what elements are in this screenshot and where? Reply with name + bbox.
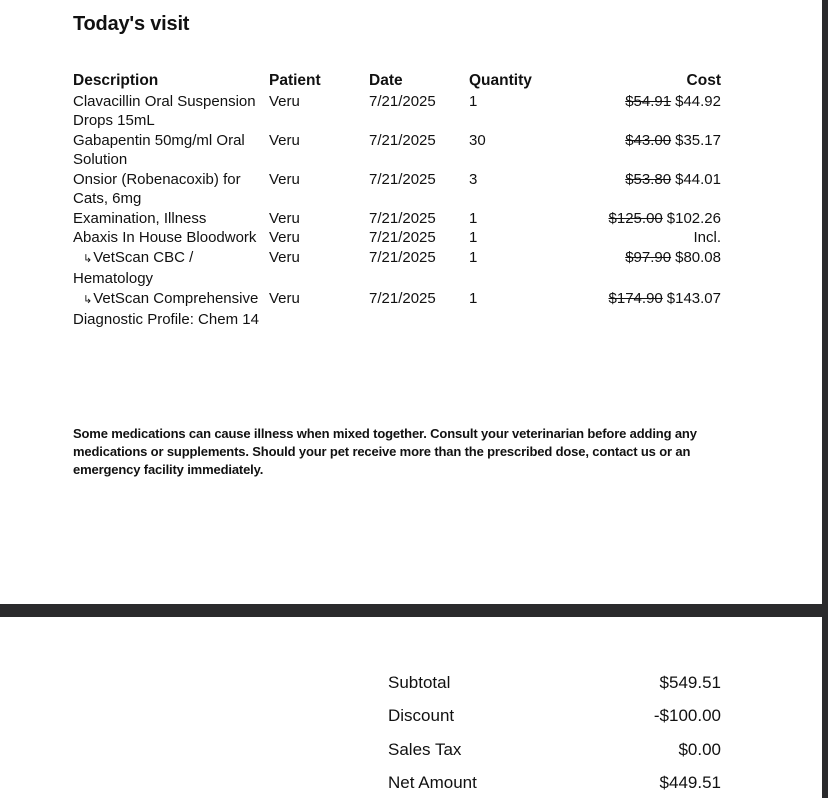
item-patient: Veru	[269, 289, 369, 330]
item-quantity: 1	[469, 228, 549, 248]
item-original-cost: $174.90	[609, 290, 663, 307]
medication-warning: Some medications can cause illness when mixed together. Consult your veterinarian before adding any medications or supplements. Should your pet receive more than the prescribed dose, contact us or an emergency facility immediately.	[73, 425, 733, 479]
item-cost	[549, 170, 721, 209]
table-row	[73, 248, 721, 289]
totals-row-net-amount	[388, 767, 721, 800]
item-cost	[549, 209, 721, 229]
item-cost	[549, 92, 721, 131]
sub-item-label: VetScan CBC / Hematology	[73, 249, 193, 288]
totals-row-subtotal	[388, 666, 721, 700]
item-description	[73, 289, 269, 330]
item-description: Examination, Illness	[73, 209, 269, 229]
item-date: 7/21/2025	[369, 209, 469, 229]
item-date: 7/21/2025	[369, 248, 469, 289]
item-quantity: 1	[469, 92, 549, 131]
item-discounted-cost: $143.07	[667, 290, 721, 307]
header-quantity: Quantity	[469, 71, 549, 92]
sub-item-label: VetScan Comprehensive Diagnostic Profile: Chem 14	[73, 290, 259, 329]
page-title: Today's visit	[73, 13, 189, 36]
table-row	[73, 131, 721, 170]
header-description: Description	[73, 71, 269, 92]
table-row	[73, 289, 721, 330]
item-discounted-cost: $35.17	[675, 132, 721, 149]
header-patient: Patient	[269, 71, 369, 92]
totals-label: Net Amount	[388, 767, 578, 800]
item-description	[73, 248, 269, 289]
item-cost	[549, 228, 721, 248]
item-discounted-cost: $44.01	[675, 171, 721, 188]
table-row	[73, 92, 721, 131]
item-patient: Veru	[269, 92, 369, 131]
header-cost: Cost	[549, 71, 721, 92]
line-items-table	[73, 71, 721, 330]
totals-label: Sales Tax	[388, 733, 578, 767]
header-date: Date	[369, 71, 469, 92]
item-patient: Veru	[269, 170, 369, 209]
item-quantity: 1	[469, 248, 549, 289]
item-date: 7/21/2025	[369, 92, 469, 131]
item-cost	[549, 131, 721, 170]
totals-label: Discount	[388, 700, 578, 734]
item-date: 7/21/2025	[369, 289, 469, 330]
totals-row-sales-tax	[388, 733, 721, 767]
totals-label: Subtotal	[388, 666, 578, 700]
item-original-cost: $97.90	[625, 249, 671, 266]
totals-amount: $0.00	[578, 733, 721, 767]
table-row	[73, 170, 721, 209]
item-description: Gabapentin 50mg/ml Oral Solution	[73, 131, 269, 170]
item-patient: Veru	[269, 228, 369, 248]
item-quantity: 3	[469, 170, 549, 209]
table-row	[73, 228, 721, 248]
totals-row-discount	[388, 700, 721, 734]
item-description: Abaxis In House Bloodwork	[73, 228, 269, 248]
page-separator	[0, 604, 828, 617]
item-discounted-cost: $102.26	[667, 210, 721, 227]
item-description: Clavacillin Oral Suspension Drops 15mL	[73, 92, 269, 131]
item-discounted-cost: $80.08	[675, 249, 721, 266]
totals-amount: -$100.00	[578, 700, 721, 734]
item-original-cost: $53.80	[625, 171, 671, 188]
totals-amount: $549.51	[578, 666, 721, 700]
item-discounted-cost: $44.92	[675, 93, 721, 110]
table-header-row	[73, 71, 721, 92]
item-date: 7/21/2025	[369, 131, 469, 170]
item-original-cost: $125.00	[609, 210, 663, 227]
item-date: 7/21/2025	[369, 228, 469, 248]
item-included-cost: Incl.	[693, 229, 721, 246]
item-quantity: 1	[469, 289, 549, 330]
item-patient: Veru	[269, 248, 369, 289]
page-edge	[822, 0, 828, 798]
item-quantity: 30	[469, 131, 549, 170]
item-date: 7/21/2025	[369, 170, 469, 209]
item-quantity: 1	[469, 209, 549, 229]
totals-table	[388, 666, 721, 800]
sub-item-arrow-icon: ↳	[83, 294, 92, 306]
item-description: Onsior (Robenacoxib) for Cats, 6mg	[73, 170, 269, 209]
item-patient: Veru	[269, 209, 369, 229]
sub-item-arrow-icon: ↳	[83, 253, 92, 265]
item-original-cost: $43.00	[625, 132, 671, 149]
item-patient: Veru	[269, 131, 369, 170]
item-cost	[549, 248, 721, 289]
table-row	[73, 209, 721, 229]
item-original-cost: $54.91	[625, 93, 671, 110]
totals-amount: $449.51	[578, 767, 721, 800]
item-cost	[549, 289, 721, 330]
